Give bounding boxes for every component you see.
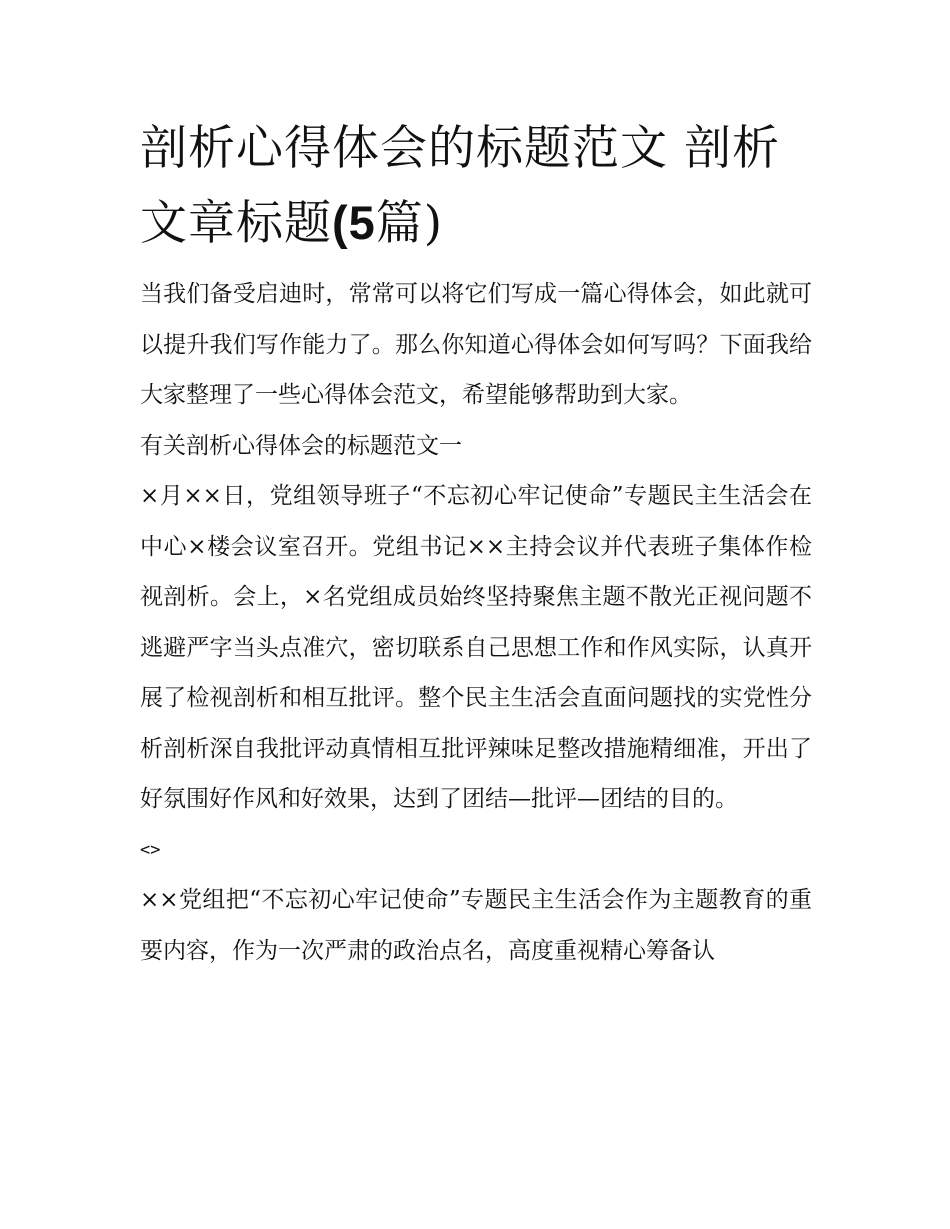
title-suffix: (5 (332, 196, 376, 249)
separator-marker: <> (140, 839, 161, 860)
title-main: 剖析心得体会的标题范文 剖析文章标题 (140, 121, 780, 251)
intro-paragraph: 当我们备受启迪时，常常可以将它们写成一篇心得体会，如此就可以提升我们写作能力了。那么你知道心得体会如何写吗？下面我给大家整理了一些心得体会范文，希望能够帮助到大家。 (140, 281, 812, 408)
document-page (140, 112, 812, 976)
body-paragraph: ×月××日，党组领导班子“不忘初心牢记使命”专题民主生活会在中心×楼会议室召开。党组书记××主持会议并代表班子集体作检视剖析。会上，×名党组成员始终坚持聚焦主题不散光正视问题不逃避严字当头点准穴，密切联系自己思想工作和作风实际，认真开展了检视剖析和相互批评。整个民主生活会直面问题找的实党性分析剖析深自我批评动真情相互批评辣味足整改措施精细准，开出了好氛围好作风和好效果，达到了团结—批评—团结的目的。 (140, 483, 812, 812)
body-paragraph: ××党组把“不忘初心牢记使命”专题民主生活会作为主题教育的重要内容，作为一次严肃的政治点名，高度重视精心筹备认 (140, 887, 812, 964)
document-title (140, 112, 812, 261)
section-heading: 有关剖析心得体会的标题范文一 (140, 432, 462, 459)
title-end: 篇) (375, 196, 444, 251)
